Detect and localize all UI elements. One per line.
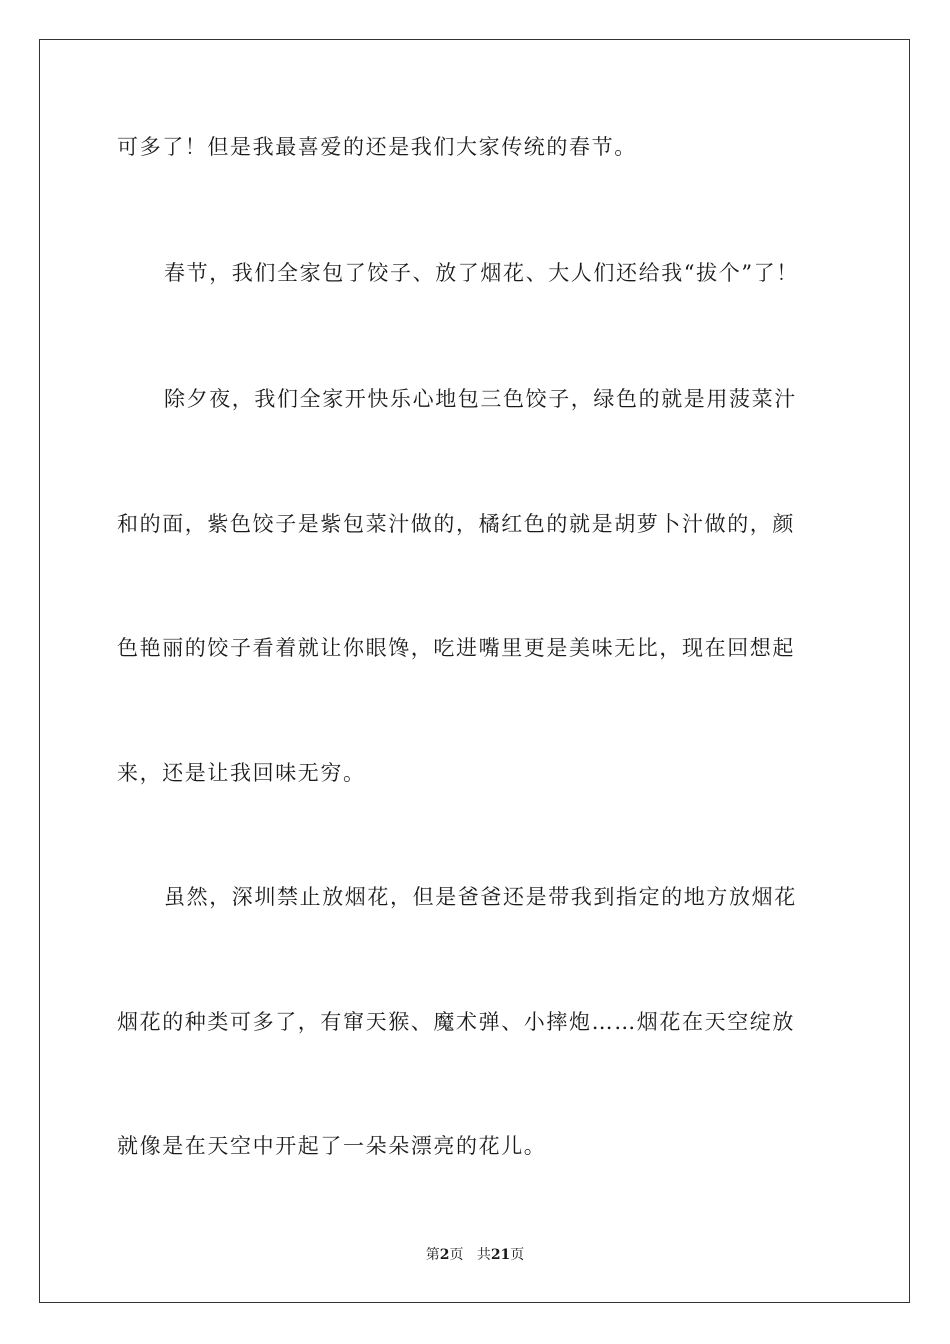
- text-line-6: 来，还是让我回味无穷。: [117, 761, 366, 785]
- footer-page-number: 2: [439, 1247, 450, 1263]
- text-line-9: 就像是在天空中开起了一朵朵漂亮的花儿。: [117, 1134, 547, 1158]
- page-border: [39, 39, 910, 1303]
- page-footer: [0, 1245, 950, 1265]
- text-line-5: 色艳丽的饺子看着就让你眼馋，吃进嘴里更是美味无比，现在回想起: [117, 636, 795, 660]
- text-line-7: 虽然，深圳禁止放烟花，但是爸爸还是带我到指定的地方放烟花: [164, 885, 797, 909]
- text-line-1: 可多了！但是我最喜爱的还是我们大家传统的春节。: [117, 135, 637, 159]
- footer-page-suffix: 页: [449, 1247, 464, 1263]
- footer-page-prefix: 第: [425, 1247, 440, 1263]
- text-line-3: 除夕夜，我们全家开快乐心地包三色饺子，绿色的就是用菠菜汁: [164, 387, 797, 411]
- footer-total-pages: 21: [490, 1247, 511, 1263]
- text-line-2: 春节，我们全家包了饺子、放了烟花、大人们还给我“拔个”了！: [164, 261, 799, 285]
- footer-total-suffix: 页: [510, 1247, 525, 1263]
- footer-total-prefix: 共: [476, 1247, 491, 1263]
- text-line-8: 烟花的种类可多了，有窜天猴、魔术弹、小摔炮……烟花在天空绽放: [117, 1010, 795, 1034]
- text-line-4: 和的面，紫色饺子是紫包菜汁做的，橘红色的就是胡萝卜汁做的，颜: [117, 512, 795, 536]
